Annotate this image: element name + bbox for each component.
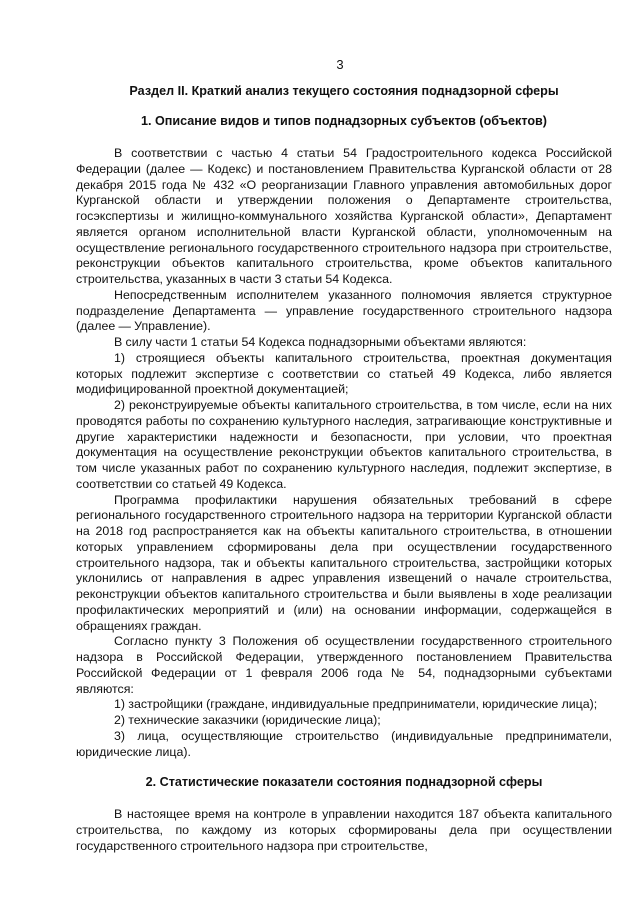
list-item: 2) реконструируемые объекты капитального строительства, в том числе, если на них проводятся работы по сохранению культурного наследия, затрагивающие конструктивные и другие характеристики надежности и безопасности, при условии, что проектная документация на осуществление реконструкции объектов капитального строительства, в том числе указанных работ по сохранению культурного наследия, подлежит экспертизе, в соответствии со статьей 49 Кодекса.	[76, 398, 612, 491]
subsection-2-title: 2. Статистические показатели состояния поднадзорной сферы	[145, 775, 543, 790]
page-number: 3	[336, 57, 344, 72]
paragraph: Непосредственным исполнителем указанного полномочия является структурное подразделение Департамента — управление государственного строительного надзора (далее — Управление).	[76, 287, 612, 334]
section-title: Раздел II. Краткий анализ текущего состояния поднадзорной сферы	[129, 84, 559, 98]
list-item: 1) застройщики (граждане, индивидуальные предприниматели, юридические лица);	[114, 697, 598, 712]
list-item: 1) строящиеся объекты капитального строительства, проектная документация которых подлежит экспертизе с соответствии со статьей 49 Кодекса, либо является модифицированной проектной документацией;	[76, 350, 612, 397]
subsection-1-title: 1. Описание видов и типов поднадзорных субъектов (объектов)	[140, 114, 547, 128]
page-content	[76, 83, 612, 855]
list-item: 3) лица, осуществляющие строительство (индивидуальные предприниматели, юридические лица).	[76, 728, 612, 759]
paragraph: Программа профилактики нарушения обязательных требований в сфере регионального государственного строительного надзора на территории Курганской области на 2018 год распространяется как на объекты капитального строительства, в отношении которых управлением сформированы дела при осуществлении государственного строительного надзора, так и объекты капитального строительства, застройщики которых уклонились от направления в адрес управления извещений о начале строительства, реконструкции объектов капитального строительства и были выявлены в ходе реализации профилактических мероприятий и (или) на основании информации, содержащейся в обращениях граждан.	[76, 492, 612, 633]
paragraph: В настоящее время на контроле в управлении находится 187 объекта капитального строительства, по каждому из которых сформированы дела при осуществлении государственного строительного надзора при строительстве,	[76, 807, 612, 853]
paragraph: Согласно пункту 3 Положения об осуществлении государственного строительного надзора в Российской Федерации, утвержденного постановлением Правительства Российской Федерации от 1 февраля 2006 года № 54, поднадзорными субъектами являются:	[76, 634, 612, 696]
subsection-2-body	[76, 807, 612, 854]
list-item: 2) технические заказчики (юридические лица);	[114, 713, 381, 727]
paragraph: В силу части 1 статьи 54 Кодекса поднадзорными объектами являются:	[114, 335, 527, 349]
paragraph: В соответствии с частью 4 статьи 54 Градостроительного кодекса Российской Федерации (далее — Кодекс) и постановлением Правительства Курганской области от 28 декабря 2015 года № 432 «О реорганизации Главного управления автомобильных дорог Курганской области и утверждении положения о Департаменте строительства, госэкспертизы и жилищно-коммунального хозяйства Курганской области», Департамент является органом исполнительной власти Курганской области, уполномоченным на осуществление регионального государственного строительного надзора при строительстве, реконструкции объектов капитального строительства, кроме объектов капитального строительства, указанных в части 3 статьи 54 Кодекса.	[76, 146, 612, 286]
subsection-1-body	[76, 146, 612, 760]
